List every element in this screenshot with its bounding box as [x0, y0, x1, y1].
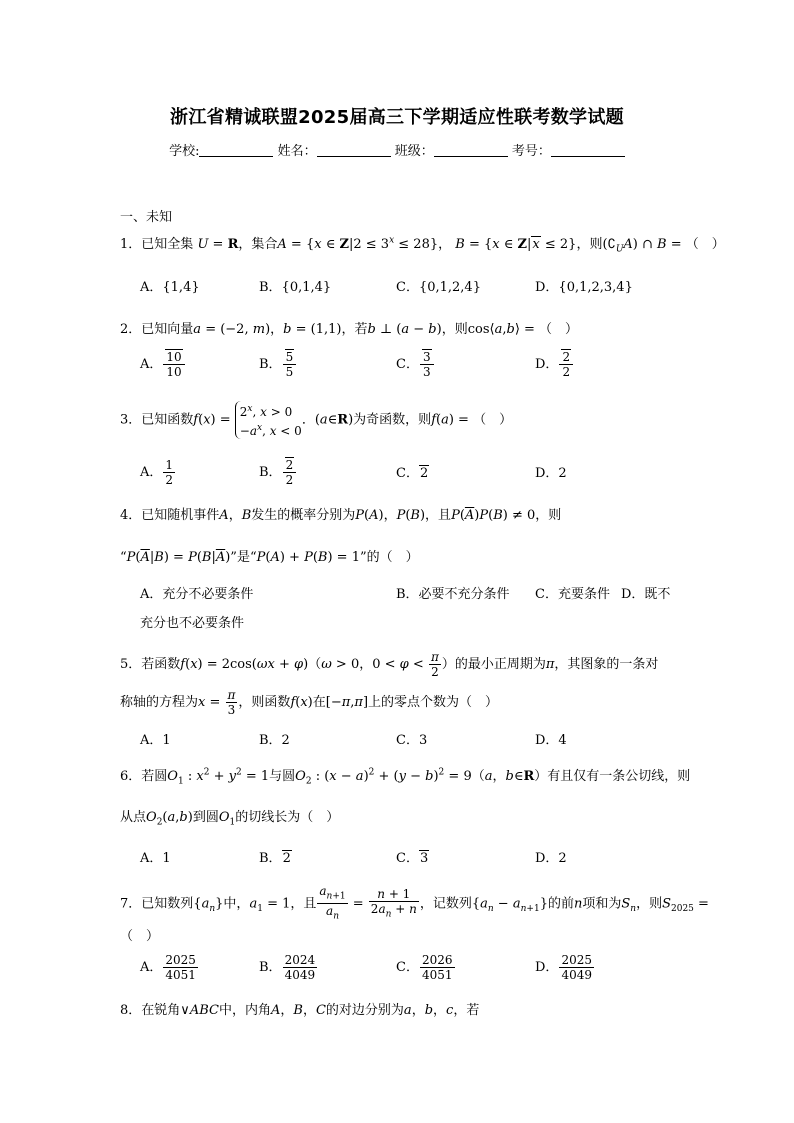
- question-6-line-2: 从点$O_2(a,b)$到圆$O_1$的切线长为（ ）: [120, 810, 340, 828]
- option-b: B．{0,1,4}: [259, 280, 332, 295]
- math-formula: $\frac{5}{5}$: [283, 350, 297, 379]
- option-d-continued: 充分也不必要条件: [140, 616, 245, 631]
- math-formula: a: [193, 322, 202, 337]
- option-label: D．: [535, 357, 559, 372]
- question-text: 中，: [223, 896, 250, 912]
- option-c: C．3: [396, 733, 428, 748]
- option-label: B．: [259, 851, 282, 866]
- option-d: D．既不: [621, 587, 671, 602]
- question-text: ，则: [535, 508, 562, 523]
- math-formula: $\frac{1}{2}$: [165, 458, 174, 487]
- option-b: [259, 847, 292, 866]
- question-text: 是: [236, 550, 250, 565]
- option-b: [259, 953, 318, 982]
- question-text: 到圆: [192, 810, 219, 825]
- question-5-line-2: 称轴的方程为x = $\frac{\pi}{3}$ ，则函数f(x)在[−π,π]上的零点个数为（ ）: [120, 688, 499, 717]
- option-d: D．{0,1,2,3,4}: [535, 280, 633, 295]
- question-text: 中，内角: [218, 1003, 271, 1018]
- question-text: 在: [312, 695, 326, 710]
- math-formula: $\frac{2024}{4049}$: [284, 953, 316, 982]
- question-text: ，: [438, 237, 452, 252]
- math-formula: f: [193, 412, 199, 428]
- name-blank: [317, 144, 391, 157]
- question-text: ，则: [441, 322, 468, 337]
- question-number: 8．: [120, 1003, 142, 1018]
- math-formula: A: [277, 237, 287, 252]
- name-label: 姓名：: [277, 144, 317, 159]
- math-formula: $\frac{3}{3}$: [420, 350, 434, 379]
- class-label: 班级：: [394, 144, 434, 159]
- option-a: A．1: [140, 733, 171, 748]
- math-formula: b: [367, 322, 376, 337]
- question-text: ，集合: [238, 237, 278, 252]
- question-text: ，且: [425, 508, 452, 523]
- question-1: 1．已知全集 U = R，集合A = {x ∈ $Z|2 \le 3^x \le 28$}， B = {x ∈ Z|x ≤ 2}，则$(∁_UA)$ ∩ B = （ ）: [120, 235, 725, 255]
- question-text: ，且: [290, 896, 317, 912]
- option-b: [259, 458, 297, 487]
- question-6: 6．若圆$O_1$ : $x^2 + y^2 = 1$与圆$O_2$ : $(x - a)^2 + (y - b)^2 = 9(a$，b∈R）有且仅有一条公切线，则: [120, 767, 691, 787]
- math-formula: 3: [419, 851, 429, 866]
- question-4-line-2: “$P(\overline{A}|B) = P(B|\overline{A})$”是“P(A) + P(B) = 1”的（ ）: [120, 550, 419, 565]
- option-d: D．2: [535, 466, 567, 481]
- math-formula: ABC: [189, 1003, 219, 1018]
- math-formula: 2: [282, 851, 291, 866]
- question-text: ，若: [453, 1003, 480, 1018]
- option-label: B．: [259, 465, 282, 480]
- question-5: 5．若函数f(x) = 2cos(ωx + φ)（ω > 0，0 < φ < $\frac{\pi}{2}$ ）的最小正周期为π，其图象的一条对: [120, 650, 659, 679]
- exam-no-label: 考号：: [511, 144, 551, 159]
- math-formula: B: [455, 237, 465, 252]
- question-2: 2．已知向量a = (−2, m)，b = (1,1)，若b ⊥ (a − b)，则cos⟨a,b⟩ = （ ）: [120, 322, 579, 337]
- math-formula: 2: [419, 466, 429, 481]
- question-7: 7．已知数列$\{a_n\}$中，$a_1 = 1$，且 $\frac{a_{n+1}}{a_n}$ = $\frac{n + 1}{2a_n + n}$ ，记数列$\{a_n - a_{n+1}\}$的前n项和为$S_n$，则$S_{2025}$ =: [120, 884, 709, 922]
- question-number: 2．: [120, 322, 142, 337]
- question-number: 5．: [120, 657, 142, 672]
- math-formula: O: [167, 769, 178, 784]
- math-formula: a: [201, 896, 210, 912]
- math-formula: A: [219, 508, 229, 523]
- option-label: A．: [140, 357, 163, 372]
- school-blank: [199, 144, 273, 157]
- question-text: 与圆: [269, 769, 296, 784]
- option-label: C．: [396, 851, 419, 866]
- question-text: 在锐角: [141, 1003, 181, 1018]
- math-formula: $\frac{2}{2}$: [283, 458, 297, 487]
- math-formula: U: [197, 237, 209, 252]
- option-label: A．: [140, 465, 163, 480]
- class-blank: [434, 144, 508, 157]
- question-text: 称轴的方程为: [120, 695, 199, 710]
- option-a: [140, 953, 199, 982]
- option-label: B．: [259, 357, 282, 372]
- question-text: （ ）: [539, 322, 579, 337]
- question-text: ，则: [636, 896, 663, 912]
- option-a: A．1: [140, 851, 171, 866]
- option-label: D．: [535, 960, 559, 975]
- question-text: 的（ ）: [366, 550, 419, 565]
- math-formula: $\frac{2026}{4051}$: [421, 953, 453, 982]
- option-a: A．充分不必要条件: [140, 587, 254, 602]
- question-4: 4．已知随机事件A，B发生的概率分别为P(A)，P(B)，且$P(\overline{A})P(B) \ne 0$，则: [120, 508, 562, 523]
- math-formula: $\frac{10}{10}$: [163, 350, 184, 379]
- question-text: 若函数: [141, 657, 181, 672]
- option-c: C．{0,1,2,4}: [396, 280, 481, 295]
- option-d: D．2: [535, 851, 567, 866]
- question-text: 的切线长为（ ）: [235, 810, 340, 825]
- math-formula: $\frac{2025}{4049}$: [561, 953, 592, 982]
- option-c: [396, 847, 429, 866]
- option-d: [535, 953, 595, 982]
- school-label: 学校:: [169, 144, 200, 159]
- option-label: B．: [259, 960, 282, 975]
- math-formula: P: [126, 550, 136, 565]
- question-number: 7．: [120, 896, 142, 912]
- question-text: 的对边分别为: [325, 1003, 404, 1018]
- page-title: 浙江省精诚联盟2025届高三下学期适应性联考数学试题: [170, 107, 624, 128]
- question-text: 有且仅有一条公切线，则: [547, 769, 691, 784]
- option-b: [259, 350, 297, 379]
- math-formula: $\frac{2}{2}$: [559, 350, 573, 379]
- piecewise-brace: 2$^x$, x > 0 $-a^x$, x < 0: [235, 401, 302, 439]
- option-b: B．必要不充分条件: [396, 587, 510, 602]
- question-text: （ ）: [685, 237, 725, 252]
- question-text: 已知全集: [141, 237, 194, 252]
- option-label: C．: [396, 960, 419, 975]
- question-3: 3．已知函数$f(x) = 2^x$, x > 0 $-a^x$, x < 0．(a∈R)为奇函数，则f(a) = （ ）: [120, 401, 512, 439]
- option-label: A．: [140, 960, 163, 975]
- math-formula: O: [146, 810, 157, 825]
- option-d: D．4: [535, 733, 567, 748]
- question-text: 已知随机事件: [141, 508, 220, 523]
- question-text: ，则: [576, 237, 603, 252]
- question-text: 发生的概率分别为: [251, 508, 356, 523]
- option-c: [396, 462, 429, 481]
- question-8: 8．在锐角∨ABC中，内角A，B，C的对边分别为a，b，c，若: [120, 1003, 480, 1018]
- question-text: 为奇函数，则: [353, 412, 432, 428]
- question-text: 从点: [120, 810, 147, 825]
- math-formula: x: [198, 695, 206, 710]
- option-d: [535, 350, 574, 379]
- question-text: 已知数列: [141, 896, 194, 912]
- option-label: C．: [396, 357, 419, 372]
- question-text: 项和为: [582, 896, 622, 912]
- question-number: 4．: [120, 508, 142, 523]
- math-formula: $\frac{2025}{4051}$: [165, 953, 196, 982]
- option-c: C．充要条件: [535, 587, 610, 602]
- option-a: [140, 458, 176, 487]
- question-text: 的前: [547, 896, 574, 912]
- question-text: ，记数列: [419, 896, 472, 912]
- option-c: [396, 350, 435, 379]
- question-text: 若圆: [141, 769, 168, 784]
- option-a: A．{1,4}: [140, 280, 200, 295]
- question-number: 1．: [120, 237, 142, 252]
- question-7-line-2: （ ）: [120, 929, 160, 944]
- question-text: 上的零点个数为（ ）: [368, 695, 499, 710]
- question-text: ，若: [341, 322, 368, 337]
- option-a: [140, 350, 186, 379]
- option-label: C．: [396, 466, 419, 481]
- option-b: B．2: [259, 733, 290, 748]
- section-heading: 一、未知: [120, 210, 173, 225]
- question-text: ，其图象的一条对: [554, 657, 659, 672]
- question-text: 已知向量: [141, 322, 194, 337]
- math-formula: f: [180, 657, 186, 672]
- question-text: 的最小正周期为: [454, 657, 546, 672]
- question-text: （ ）: [473, 412, 513, 428]
- math-formula: $\frac{a_{n+1}}{a_n}$: [319, 884, 346, 922]
- question-text: ，则函数: [238, 695, 291, 710]
- exam-no-blank: [551, 144, 625, 157]
- student-info-line: [0, 140, 794, 159]
- question-text: 已知函数: [141, 412, 194, 428]
- option-c: [396, 953, 456, 982]
- question-number: 6．: [120, 769, 142, 784]
- question-number: 3．: [120, 412, 142, 428]
